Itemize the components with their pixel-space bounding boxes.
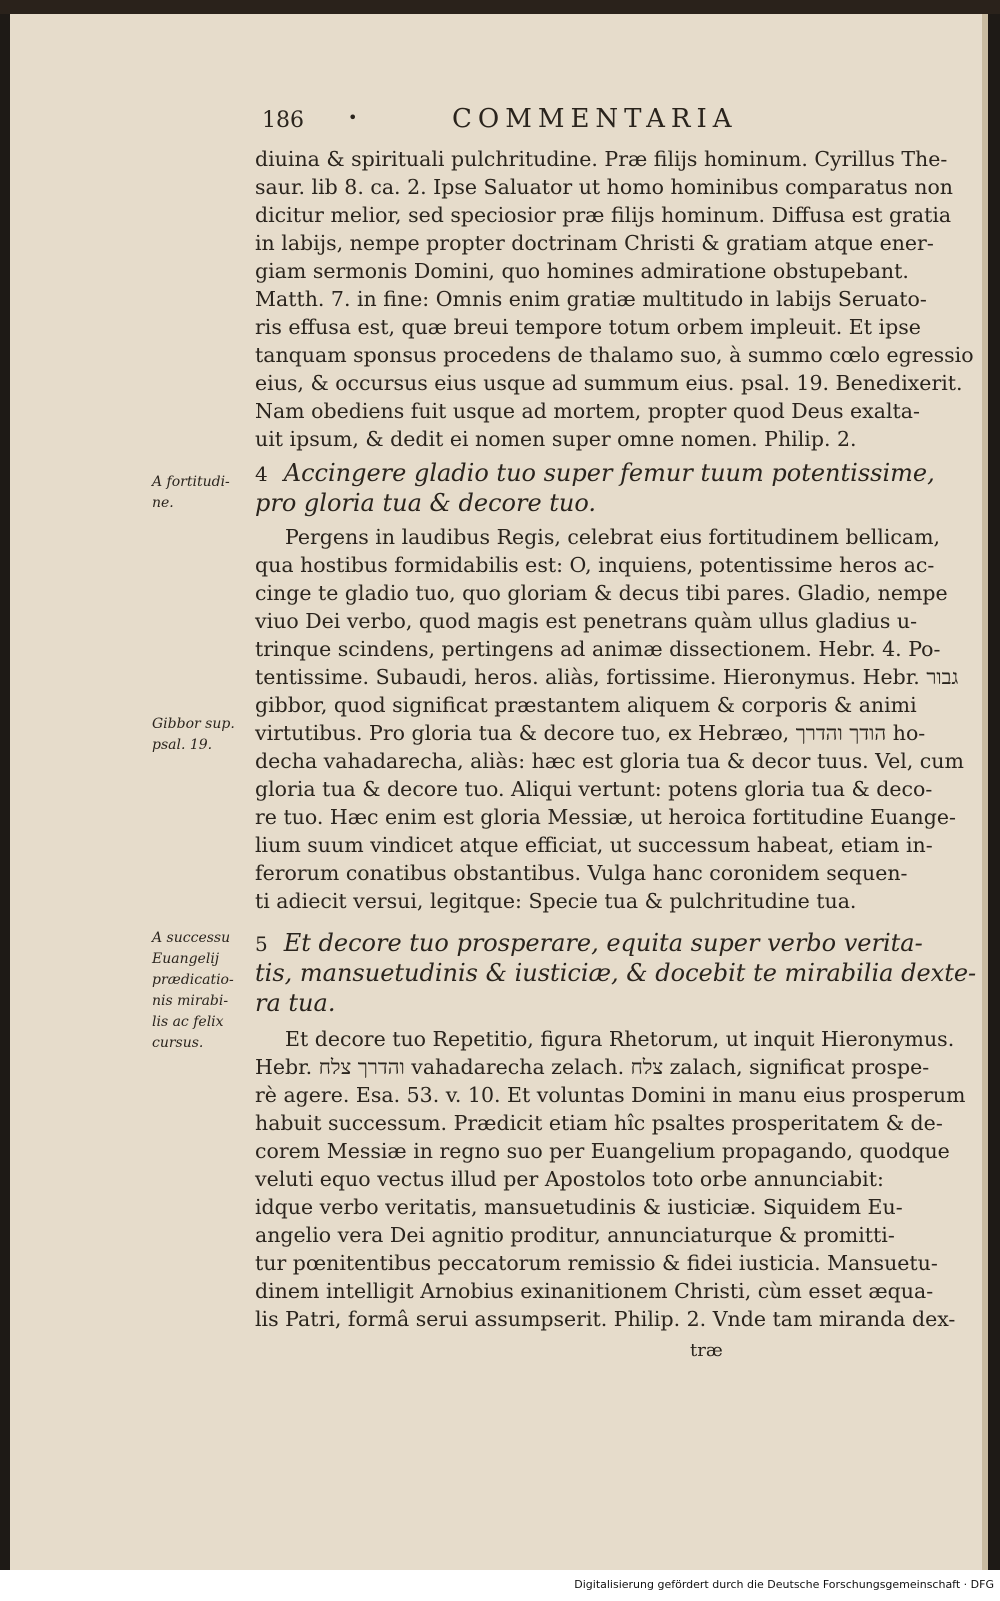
verse-4-line: pro gloria tua & decore tuo.: [255, 489, 597, 517]
digitization-credit: Digitalisierung gefördert durch die Deutsche Forschungsgemeinschaft · DFG: [574, 1578, 994, 1591]
text-line: tur pœnitentibus peccatorum remissio & fidei iusticia. Mansuetu-: [255, 1251, 938, 1275]
margin-note: A fortitudi- ne.: [152, 474, 230, 511]
scan-top-border: [0, 0, 1000, 14]
text-line: dicitur melior, sed speciosior præ filijs hominum. Diffusa est gratia: [255, 203, 952, 227]
verse-5-line: tis, mansuetudinis & iusticiæ, & docebit te mirabilia dexte-: [255, 959, 977, 987]
text-line: tanquam sponsus procedens de thalamo suo, à summo cœlo egressio: [255, 343, 974, 367]
text-line: re tuo. Hæc enim est gloria Messiæ, ut heroica fortitudine Euange-: [255, 805, 956, 829]
text-line: tentissime. Subaudi, heros. aliàs, fortissime. Hieronymus. Hebr. גבור: [255, 665, 959, 689]
text-line: uit ipsum, & dedit ei nomen super omne nomen. Philip. 2.: [255, 427, 857, 451]
text-line: diuina & spirituali pulchritudine. Præ filijs hominum. Cyrillus The-: [255, 147, 948, 171]
text-line: in labijs, nempe propter doctrinam Christi & gratiam atque ener-: [255, 231, 934, 255]
text-line: lium suum vindicet atque efficiat, ut successum habeat, etiam in-: [255, 833, 933, 857]
text-line: ti adiecit versui, legitque: Specie tua & pulchritudine tua.: [255, 889, 857, 913]
text-line: Matth. 7. in fine: Omnis enim gratiæ multitudo in labijs Seruato-: [255, 287, 927, 311]
text-line: dinem intelligit Arnobius exinanitionem Christi, cùm esset æqua-: [255, 1279, 934, 1303]
text-line: Pergens in laudibus Regis, celebrat eius fortitudinem bellicam,: [285, 525, 941, 549]
header-ornament: •: [348, 108, 358, 127]
running-title: COMMENTARIA: [452, 104, 738, 134]
text-line: idque verbo veritatis, mansuetudinis & iusticiæ. Siquidem Eu-: [255, 1195, 903, 1219]
text-line: Hebr. והדרך צלח vahadarecha zelach. צלח zalach, significat prospe-: [255, 1055, 930, 1079]
text-line: rè agere. Esa. 53. v. 10. Et voluntas Domini in manu eius prosperum: [255, 1083, 966, 1107]
catchword: træ: [690, 1340, 723, 1361]
verse-4-line: [255, 458, 935, 488]
text-line: virtutibus. Pro gloria tua & decore tuo, ex Hebræo, הודך והדרך ho-: [255, 721, 926, 745]
text-line: giam sermonis Domini, quo homines admiratione obstupebant.: [255, 259, 909, 283]
text-line: habuit successum. Prædicit etiam hîc psaltes prosperitatem & de-: [255, 1111, 943, 1135]
text-line: qua hostibus formidabilis est: O, inquiens, potentissime heros ac-: [255, 553, 935, 577]
verse-number: 4: [255, 462, 268, 486]
page-number: 186: [262, 108, 304, 133]
verse-text: Accingere gladio tuo super femur tuum potentissime,: [283, 459, 935, 487]
text-line: gibbor, quod significat præstantem aliquem & corporis & animi: [255, 693, 917, 717]
text-line: Et decore tuo Repetitio, figura Rhetorum, ut inquit Hieronymus.: [285, 1027, 955, 1051]
page-edge: [982, 14, 988, 1570]
verse-5-line: [255, 928, 923, 958]
text-line: trinque scindens, pertingens ad animæ dissectionem. Hebr. 4. Po-: [255, 637, 941, 661]
margin-note: A successu Euangelij prædicatio- nis mirabi- lis ac felix cursus.: [152, 930, 234, 1051]
text-line: saur. lib 8. ca. 2. Ipse Saluator ut homo hominibus comparatus non: [255, 175, 954, 199]
text-line: corem Messiæ in regno suo per Euangelium propagando, quodque: [255, 1139, 950, 1163]
text-line: eius, & occursus eius usque ad summum eius. psal. 19. Benedixerit.: [255, 371, 963, 395]
text-line: ferorum conatibus obstantibus. Vulga hanc coronidem sequen-: [255, 861, 908, 885]
text-line: cinge te gladio tuo, quo gloriam & decus tibi pares. Gladio, nempe: [255, 581, 948, 605]
text-line: decha vahadarecha, aliàs: hæc est gloria tua & decor tuus. Vel, cum: [255, 749, 964, 773]
verse-number: 5: [255, 932, 268, 956]
text-line: veluti equo vectus illud per Apostolos toto orbe annunciabit:: [255, 1167, 884, 1191]
verse-text: Et decore tuo prosperare, equita super verbo verita-: [283, 929, 923, 957]
text-line: viuo Dei verbo, quod magis est penetrans quàm ullus gladius u-: [255, 609, 918, 633]
book-page: [10, 14, 988, 1570]
verse-5-line: ra tua.: [255, 989, 336, 1017]
footer-strip: [0, 1570, 1000, 1601]
text-line: lis Patri, formâ serui assumpserit. Philip. 2. Vnde tam miranda dex-: [255, 1307, 956, 1331]
text-line: angelio vera Dei agnitio proditur, annunciaturque & promitti-: [255, 1223, 895, 1247]
text-line: Nam obediens fuit usque ad mortem, propter quod Deus exalta-: [255, 399, 920, 423]
margin-note: Gibbor sup. psal. 19.: [152, 716, 235, 753]
text-line: ris effusa est, quæ breui tempore totum orbem impleuit. Et ipse: [255, 315, 921, 339]
text-line: gloria tua & decore tuo. Aliqui vertunt: potens gloria tua & deco-: [255, 777, 933, 801]
